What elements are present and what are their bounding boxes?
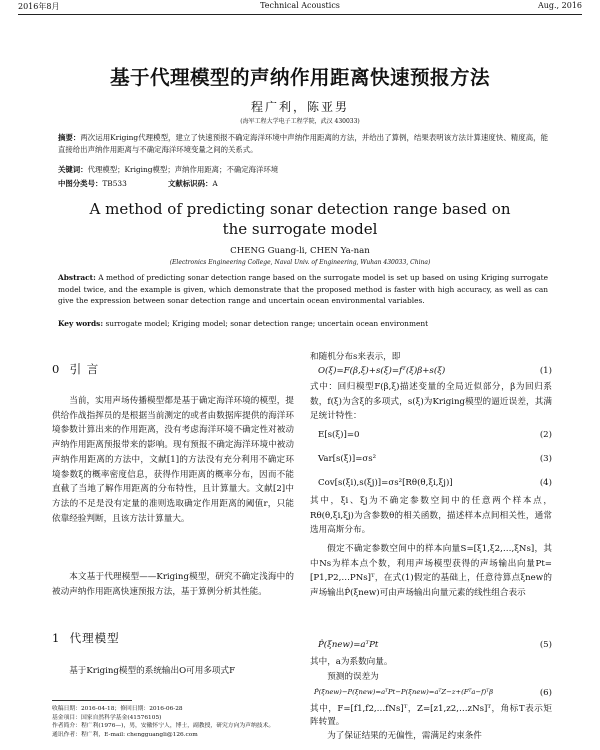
keywords-en-text: surrogate model; Kriging model; sonar detection range; uncertain ocean environment xyxy=(105,319,429,328)
section-0-heading xyxy=(52,362,294,377)
header-issue: Aug., 2016 xyxy=(537,1,582,10)
abstract-en-text: A method of predicting sonar detection range based on the surrogate model is set up based on using Kriging surrogate model twice, and the example is given, which demonstrate that the proposed method is faster with high accuracy, as well as can give the expression between sonar detection range and uncertain ocean environmental variables. xyxy=(58,273,548,305)
equation-1 xyxy=(310,366,552,376)
equation-6-number: (6) xyxy=(539,688,552,698)
footnote xyxy=(52,705,302,739)
title-en xyxy=(0,199,600,239)
title-cn: 基于代理模型的声纳作用距离快速预报方法 xyxy=(109,66,490,89)
footnote-received: 收稿日期：2016-04-18；修回日期：2016-06-28 xyxy=(52,706,183,712)
doc-code-label: 文献标识码： xyxy=(168,179,213,188)
keywords-cn-label: 关键词： xyxy=(58,165,88,174)
equation-3-body: Var[s(ξ)]=σs² xyxy=(318,454,377,464)
equation-4-number: (4) xyxy=(539,478,552,488)
right-paragraph-last: 为了保证结果的无偏性，需满足约束条件 xyxy=(327,731,482,741)
classification-line xyxy=(58,178,548,190)
keywords-en xyxy=(58,318,548,330)
equation-4 xyxy=(310,478,552,488)
keywords-cn xyxy=(58,164,548,176)
footnote-author: 作者简介：程广利(1976—)，男，安徽怀宁人，博士，副教授，研究方向为声纳技术。 xyxy=(52,723,275,730)
equation-3 xyxy=(310,454,552,464)
right-paragraph-after-eq1: 式中：回归模型F(β,ξ)描述变量的全局近似部分，β为回归系数，f(ξ)为含ξ的多项式，s(ξ)为Kriging模型的逼近误差，其满足统计特性： xyxy=(310,382,552,422)
equation-2 xyxy=(310,430,552,440)
abstract-cn-label: 摘要： xyxy=(58,133,81,142)
right-paragraph-after-eq5: 其中，a为系数向量。 xyxy=(310,657,393,667)
footnote-fund: 基金项目：国家自然科学基金(41576105) xyxy=(52,714,162,721)
doc-code-value: A xyxy=(212,179,218,188)
section-1-heading xyxy=(52,631,294,646)
keywords-cn-text: 代理模型；Kriging模型；声纳作用距离；不确定海洋环境 xyxy=(87,165,279,174)
abstract-cn-text: 两次运用Kriging代理模型，建立了快速预报不确定海洋环境中声纳作用距离的方法，并给出了算例，结果表明该方法计算速度快、精度高，能直接给出声纳作用距离与不确定海洋环境变量之间的关系式。 xyxy=(58,133,548,155)
equation-2-number: (2) xyxy=(539,430,552,440)
intro-paragraph-2: 本文基于代理模型——Kriging模型，研究不确定浅海中的被动声纳作用距离快速预报方法，基于算例分析其性能。 xyxy=(52,572,294,597)
keywords-en-label: Key words: xyxy=(58,319,104,328)
right-paragraph-after-eq6: 其中，F=[f1,f2,…fNs]ᵀ，Z=[z1,z2,…zNs]ᵀ，角标T表示矩阵转置。 xyxy=(310,704,552,727)
model-paragraph-1: 基于Kriging模型的系统输出O可用多项式F xyxy=(69,666,236,676)
section-1-number: 1 xyxy=(52,631,61,645)
title-en-line2: the surrogate model xyxy=(222,220,378,238)
abstract-en-label: Abstract: xyxy=(58,273,96,282)
section-0-title: 引 言 xyxy=(69,362,100,376)
clc-label: 中图分类号： xyxy=(58,179,103,188)
affiliation-en: (Electronics Engineering College, Naval Univ. of Engineering, Wuhan 430033, China) xyxy=(169,259,431,266)
affiliation-cn: (海军工程大学电子工程学院，武汉 430033) xyxy=(240,118,360,125)
equation-2-body: E[s(ξ)]=0 xyxy=(318,430,360,440)
equation-5-body: P̂(ξnew)=aᵀPt xyxy=(318,640,379,650)
equation-5 xyxy=(310,640,552,650)
intro-paragraph-1: 当前，实用声场传播模型都是基于确定海洋环境的模型，提供给作战指挥员的是根据当前测定的或者由数据库提供的海洋环境参数计算出来的作用距离，没有考虑海洋环境不确定性对被动声纳作用距离预报带来的影响。现有预报不确定海洋环境中被动声纳作用距离的方法中，文献[1]的方法没有充分利用不确定环境参数ξ的概率密度信息，获得作用距离的概率分布，因而不能直截了当地了解作用距离的分布特性，且计算量大。文献[2]中方法的不足是没有定量的准则选取确定作用距离的阈值r，只能依靠经验判断，且该方法计算量大。 xyxy=(52,396,294,524)
abstract-en xyxy=(58,272,548,307)
footnote-contact: 通讯作者：程广利，E-mail: chengguangli@126.com xyxy=(52,731,198,738)
equation-6-body: P̂(ξnew)−P(ξnew)=aᵀPt−P(ξnew)=aᵀZ−z+(Fᵀa−f)ᵀβ xyxy=(314,688,494,696)
section-0-number: 0 xyxy=(52,362,61,376)
equation-4-body: Cov[s(ξi),s(ξj)]=σs²[Rθ(θ,ξi,ξj)] xyxy=(318,478,453,488)
right-paragraph-sample: 假定不确定参数空间中的样本向量S=[ξ1,ξ2,…,ξNs]，其中Ns为样本点个数，利用声场模型获得的声场输出向量Pt=[P1,P2,…PNs]ᵀ，在式(1)假定的基础上，任意待算点ξnew的声场输出P̂(ξnew)可由声场输出向量元素的线性组合表示 xyxy=(310,544,552,599)
authors-en: CHENG Guang-li, CHEN Ya-nan xyxy=(230,246,370,256)
right-paragraph-error: 预测的误差为 xyxy=(327,672,379,682)
title-en-line1: A method of predicting sonar detection range based on xyxy=(89,200,511,218)
equation-1-body: O(ξ)=F(β,ξ)+s(ξ)=fᵀ(ξ)β+s(ξ) xyxy=(318,366,446,376)
section-1-title: 代理模型 xyxy=(69,631,120,645)
equation-5-number: (5) xyxy=(539,640,552,650)
equation-3-number: (3) xyxy=(539,454,552,464)
clc-value: TB533 xyxy=(102,179,127,188)
right-intro: 和随机分布s来表示，即 xyxy=(310,352,401,362)
header-date: 2016年8月 xyxy=(18,2,60,11)
footnote-rule xyxy=(52,700,132,701)
authors-cn: 程广利，陈亚男 xyxy=(250,100,349,114)
equation-1-number: (1) xyxy=(539,366,552,376)
equation-6 xyxy=(310,688,552,696)
running-header xyxy=(18,0,582,15)
right-paragraph-after-eq4: 其中，ξi、ξj为不确定参数空间中的任意两个样本点，Rθ(θ,ξi,ξj)为含参数θ的相关函数，描述样本点间相关性，通常选用高斯分布。 xyxy=(310,496,552,536)
abstract-cn xyxy=(58,132,548,157)
header-journal: Technical Acoustics xyxy=(260,1,340,10)
